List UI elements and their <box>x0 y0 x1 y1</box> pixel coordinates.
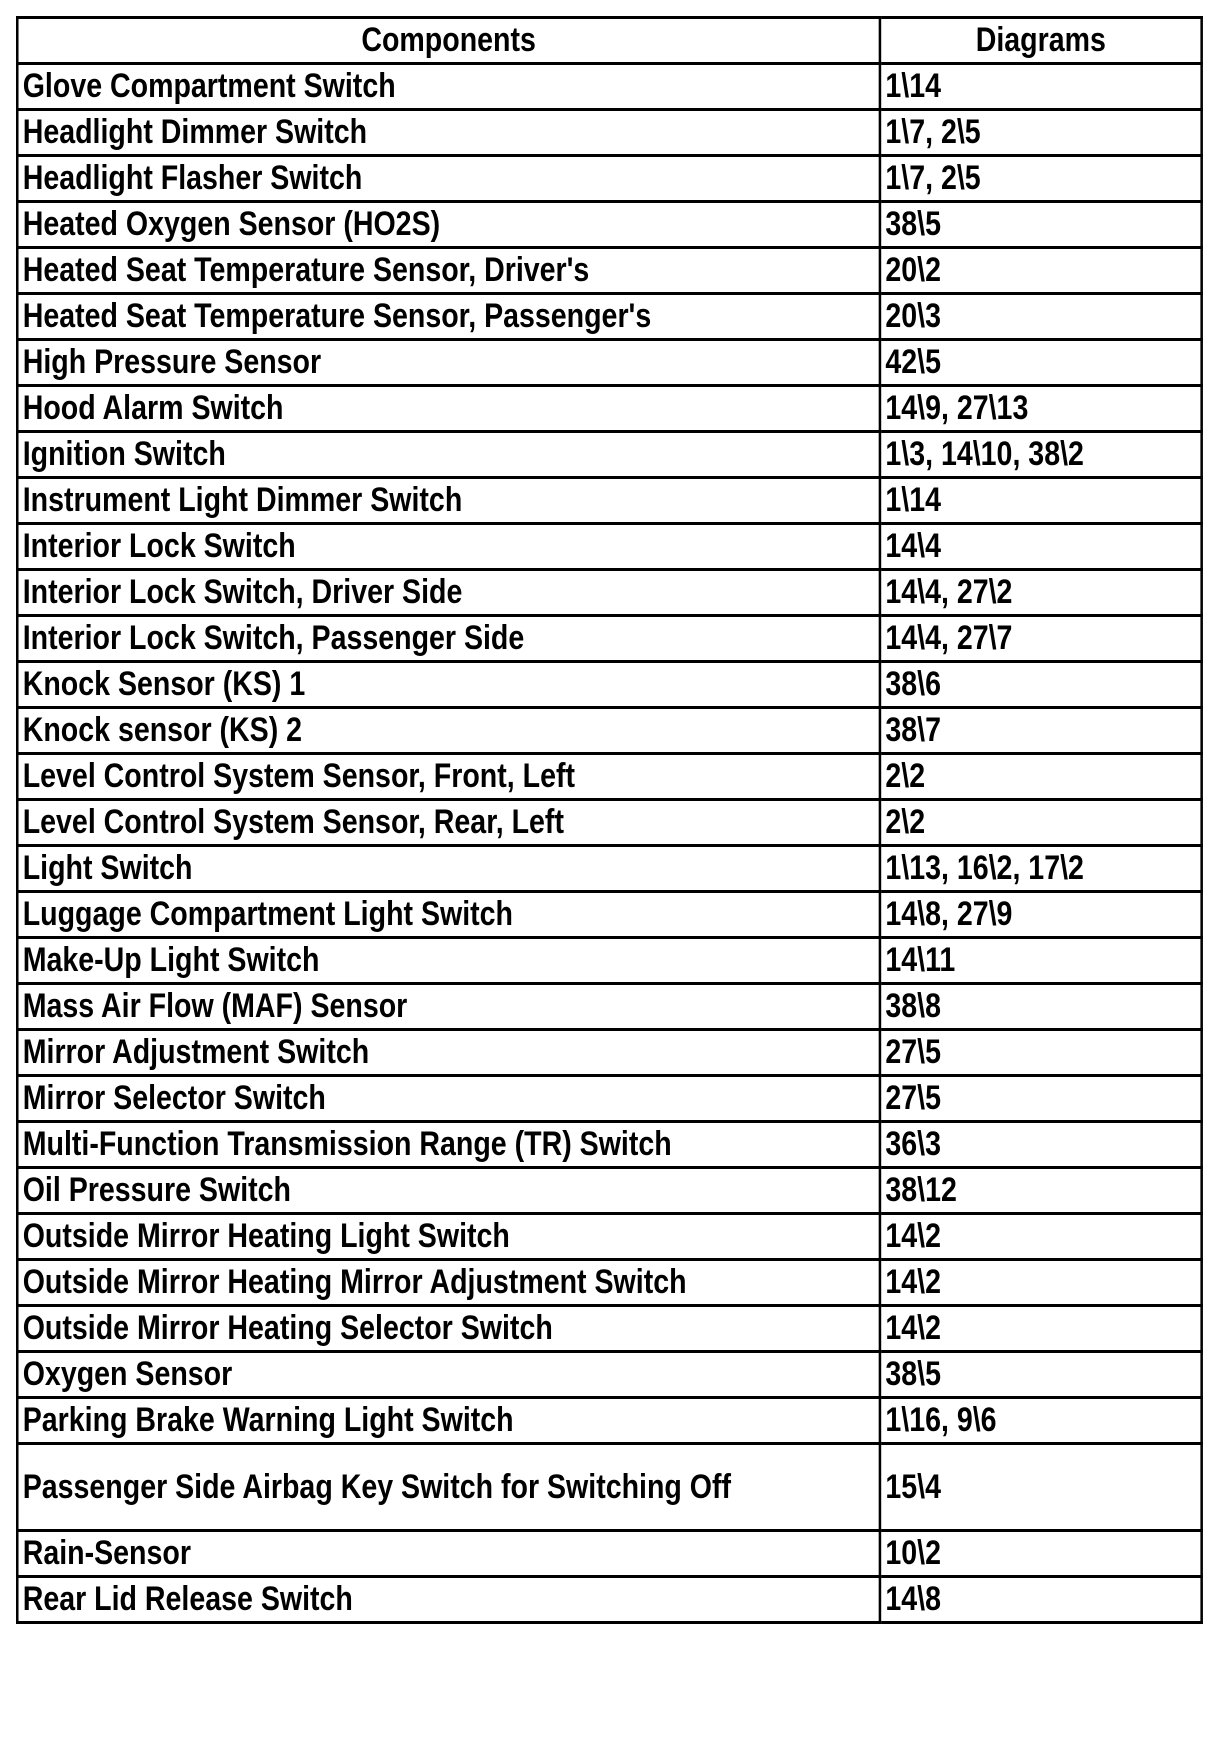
table-row <box>17 340 1201 386</box>
diagrams-cell: 14\2 <box>880 1260 1202 1306</box>
diagrams-cell: 14\8, 27\9 <box>880 892 1202 938</box>
diagrams-cell: 38\7 <box>880 708 1202 754</box>
component-cell: Mirror Adjustment Switch <box>17 1030 880 1076</box>
table-row <box>17 1398 1201 1444</box>
component-cell: Interior Lock Switch <box>17 524 880 570</box>
component-cell: Light Switch <box>17 846 880 892</box>
component-cell: Luggage Compartment Light Switch <box>17 892 880 938</box>
diagrams-cell: 14\2 <box>880 1214 1202 1260</box>
table-row <box>17 1306 1201 1352</box>
component-cell: Passenger Side Airbag Key Switch for Switching Off <box>17 1444 880 1531</box>
diagrams-cell: 38\12 <box>880 1168 1202 1214</box>
component-cell: Knock Sensor (KS) 1 <box>17 662 880 708</box>
table-row <box>17 1168 1201 1214</box>
table-row <box>17 1030 1201 1076</box>
component-cell: Oil Pressure Switch <box>17 1168 880 1214</box>
table-row <box>17 1352 1201 1398</box>
diagrams-cell: 36\3 <box>880 1122 1202 1168</box>
diagrams-cell: 14\4 <box>880 524 1202 570</box>
diagrams-cell: 14\8 <box>880 1577 1202 1623</box>
table-row <box>17 1444 1201 1531</box>
diagrams-cell: 1\7, 2\5 <box>880 110 1202 156</box>
table-row <box>17 1260 1201 1306</box>
table-row <box>17 294 1201 340</box>
component-cell: Interior Lock Switch, Passenger Side <box>17 616 880 662</box>
table-row <box>17 64 1201 110</box>
component-cell: Knock sensor (KS) 2 <box>17 708 880 754</box>
header-diagrams: Diagrams <box>880 18 1202 64</box>
table-body <box>17 64 1201 1623</box>
component-cell: Rain-Sensor <box>17 1531 880 1577</box>
table-row <box>17 156 1201 202</box>
diagrams-cell: 10\2 <box>880 1531 1202 1577</box>
diagrams-cell: 38\8 <box>880 984 1202 1030</box>
component-cell: Hood Alarm Switch <box>17 386 880 432</box>
table-row <box>17 616 1201 662</box>
table-row <box>17 1076 1201 1122</box>
component-cell: Outside Mirror Heating Selector Switch <box>17 1306 880 1352</box>
component-cell: Make-Up Light Switch <box>17 938 880 984</box>
diagrams-cell: 42\5 <box>880 340 1202 386</box>
table-row <box>17 1122 1201 1168</box>
diagrams-cell: 27\5 <box>880 1076 1202 1122</box>
diagrams-cell: 14\11 <box>880 938 1202 984</box>
component-cell: Headlight Flasher Switch <box>17 156 880 202</box>
table-row <box>17 662 1201 708</box>
diagrams-cell: 14\2 <box>880 1306 1202 1352</box>
table-row <box>17 800 1201 846</box>
component-cell: Level Control System Sensor, Rear, Left <box>17 800 880 846</box>
header-row <box>17 18 1201 64</box>
table-row <box>17 754 1201 800</box>
table-row <box>17 984 1201 1030</box>
component-cell: Outside Mirror Heating Mirror Adjustment Switch <box>17 1260 880 1306</box>
table-row <box>17 386 1201 432</box>
table-row <box>17 1531 1201 1577</box>
diagrams-cell: 38\6 <box>880 662 1202 708</box>
components-table <box>16 16 1203 1624</box>
diagrams-cell: 1\14 <box>880 478 1202 524</box>
table-row <box>17 846 1201 892</box>
component-cell: Instrument Light Dimmer Switch <box>17 478 880 524</box>
component-cell: Interior Lock Switch, Driver Side <box>17 570 880 616</box>
diagrams-cell: 2\2 <box>880 754 1202 800</box>
diagrams-cell: 14\4, 27\2 <box>880 570 1202 616</box>
component-cell: Heated Oxygen Sensor (HO2S) <box>17 202 880 248</box>
component-cell: Heated Seat Temperature Sensor, Passenger's <box>17 294 880 340</box>
component-cell: Ignition Switch <box>17 432 880 478</box>
table-row <box>17 570 1201 616</box>
diagrams-cell: 1\13, 16\2, 17\2 <box>880 846 1202 892</box>
component-cell: Heated Seat Temperature Sensor, Driver's <box>17 248 880 294</box>
diagrams-cell: 2\2 <box>880 800 1202 846</box>
diagrams-cell: 38\5 <box>880 1352 1202 1398</box>
diagrams-cell: 15\4 <box>880 1444 1202 1531</box>
component-cell: Level Control System Sensor, Front, Left <box>17 754 880 800</box>
diagrams-cell: 1\7, 2\5 <box>880 156 1202 202</box>
diagrams-cell: 1\16, 9\6 <box>880 1398 1202 1444</box>
table-row <box>17 202 1201 248</box>
table-row <box>17 110 1201 156</box>
table-row <box>17 248 1201 294</box>
table-row <box>17 892 1201 938</box>
component-cell: Multi-Function Transmission Range (TR) Switch <box>17 1122 880 1168</box>
component-cell: Headlight Dimmer Switch <box>17 110 880 156</box>
diagrams-cell: 20\3 <box>880 294 1202 340</box>
component-cell: High Pressure Sensor <box>17 340 880 386</box>
diagrams-cell: 1\3, 14\10, 38\2 <box>880 432 1202 478</box>
component-cell: Rear Lid Release Switch <box>17 1577 880 1623</box>
diagrams-cell: 14\9, 27\13 <box>880 386 1202 432</box>
table-row <box>17 938 1201 984</box>
component-cell: Glove Compartment Switch <box>17 64 880 110</box>
component-cell: Outside Mirror Heating Light Switch <box>17 1214 880 1260</box>
header-components: Components <box>17 18 880 64</box>
component-cell: Mass Air Flow (MAF) Sensor <box>17 984 880 1030</box>
table-row <box>17 708 1201 754</box>
component-cell: Mirror Selector Switch <box>17 1076 880 1122</box>
diagrams-cell: 38\5 <box>880 202 1202 248</box>
diagrams-cell: 1\14 <box>880 64 1202 110</box>
diagrams-cell: 14\4, 27\7 <box>880 616 1202 662</box>
table-row <box>17 478 1201 524</box>
table-row <box>17 524 1201 570</box>
table-row <box>17 432 1201 478</box>
component-cell: Oxygen Sensor <box>17 1352 880 1398</box>
table-row <box>17 1577 1201 1623</box>
diagrams-cell: 20\2 <box>880 248 1202 294</box>
diagrams-cell: 27\5 <box>880 1030 1202 1076</box>
table-row <box>17 1214 1201 1260</box>
component-cell: Parking Brake Warning Light Switch <box>17 1398 880 1444</box>
